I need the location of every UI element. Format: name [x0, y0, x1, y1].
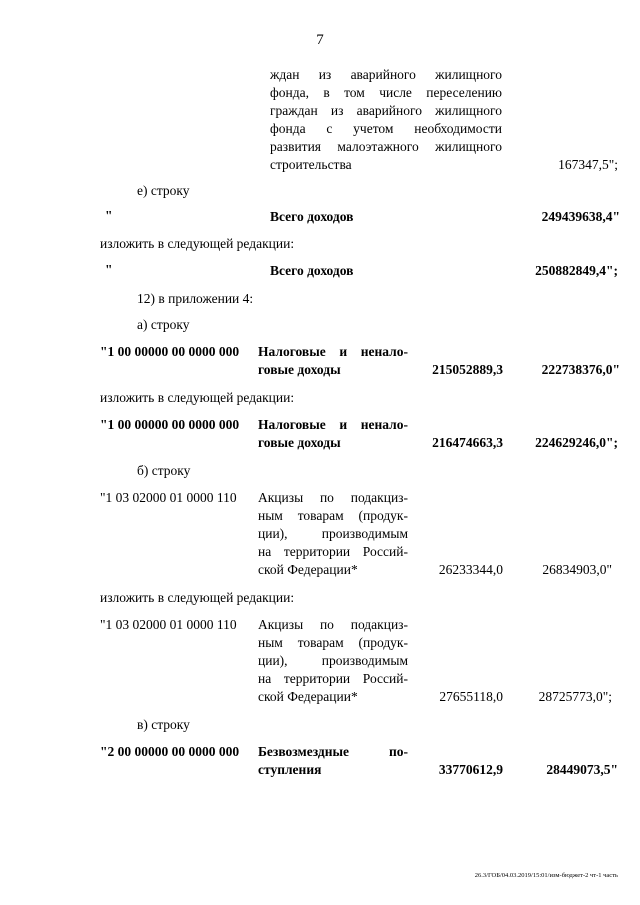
value-2020: 224629246,0"; [535, 435, 618, 450]
text-line: фонда с учетом необходимости [270, 121, 502, 136]
open-quote: " [105, 262, 113, 277]
text-line: ждан из аварийного жилищного [270, 67, 502, 82]
total-income-label: Всего доходов [270, 263, 354, 278]
budget-item-name [258, 616, 408, 706]
budget-code: "1 03 02000 01 0000 110 [100, 490, 237, 505]
name-line: на территории Россий- [258, 671, 408, 686]
name-line: ным товарам (продук- [258, 635, 408, 650]
name-line: ской Федерации* [258, 562, 358, 577]
name-line: Безвозмездные по- [258, 744, 408, 759]
total-income-label: Всего доходов [270, 209, 354, 224]
value-2019: 26233344,0 [438, 562, 503, 577]
open-quote: " [105, 208, 113, 223]
value-2019: 215052889,3 [432, 362, 503, 377]
budget-code: "1 00 00000 00 0000 000 [100, 417, 240, 432]
name-line: Налоговые и ненало- [258, 344, 408, 359]
text-line: фонда, в том числе переселению [270, 85, 502, 100]
footer-file-stamp: 26.3/ГОБ/04.03.2019/15:01/изм-бюджет-2 чт-1 часть [474, 872, 618, 879]
budget-code: "2 00 00000 00 0000 000 [100, 744, 240, 759]
value-2019: 216474663,3 [432, 435, 503, 450]
value-2019: 27655118,0 [439, 689, 503, 704]
instruction-text: изложить в следующей редакции: [100, 236, 295, 251]
budget-item-name [258, 489, 408, 579]
value-2020: 28725773,0"; [538, 689, 612, 704]
budget-item-name [258, 416, 408, 452]
value-2020: 26834903,0" [542, 562, 612, 577]
name-line: Налоговые и ненало- [258, 417, 408, 432]
top-block-text [270, 66, 502, 174]
value-2020: 222738376,0" [541, 362, 620, 377]
name-line: ской Федерации* [258, 689, 358, 704]
name-line: ции), производимым [258, 526, 408, 541]
value-2020: 28449073,5" [546, 762, 618, 777]
total-income-old-value: 249439638,4" [541, 209, 620, 224]
budget-item-name [258, 343, 408, 379]
name-line: Акцизы по подакциз- [258, 617, 408, 632]
name-line: на территории Россий- [258, 544, 408, 559]
name-line: говые доходы [258, 435, 341, 450]
section-b-label: б) строку [137, 463, 191, 478]
name-line: ступления [258, 762, 322, 777]
name-line: говые доходы [258, 362, 341, 377]
section-a-label: а) строку [137, 317, 190, 332]
page-number: 7 [316, 32, 324, 48]
text-line: развития малоэтажного жилищного [270, 139, 502, 154]
instruction-text: изложить в следующей редакции: [100, 390, 295, 405]
value-2019: 33770612,9 [438, 762, 503, 777]
section-e-label: е) строку [137, 183, 190, 198]
name-line: Акцизы по подакциз- [258, 490, 408, 505]
section-v-label: в) строку [137, 717, 190, 732]
name-line: ным товарам (продук- [258, 508, 408, 523]
budget-code: "1 03 02000 01 0000 110 [100, 617, 237, 632]
text-line: граждан из аварийного жилищного [270, 103, 502, 118]
budget-code: "1 00 00000 00 0000 000 [100, 344, 240, 359]
name-line: ции), производимым [258, 653, 408, 668]
item-12-heading: 12) в приложении 4: [137, 291, 254, 306]
instruction-text: изложить в следующей редакции: [100, 590, 295, 605]
text-line: строительства [270, 157, 352, 172]
budget-item-name [258, 743, 408, 779]
total-income-new-value: 250882849,4"; [535, 263, 618, 278]
top-block-value: 167347,5"; [558, 157, 618, 172]
